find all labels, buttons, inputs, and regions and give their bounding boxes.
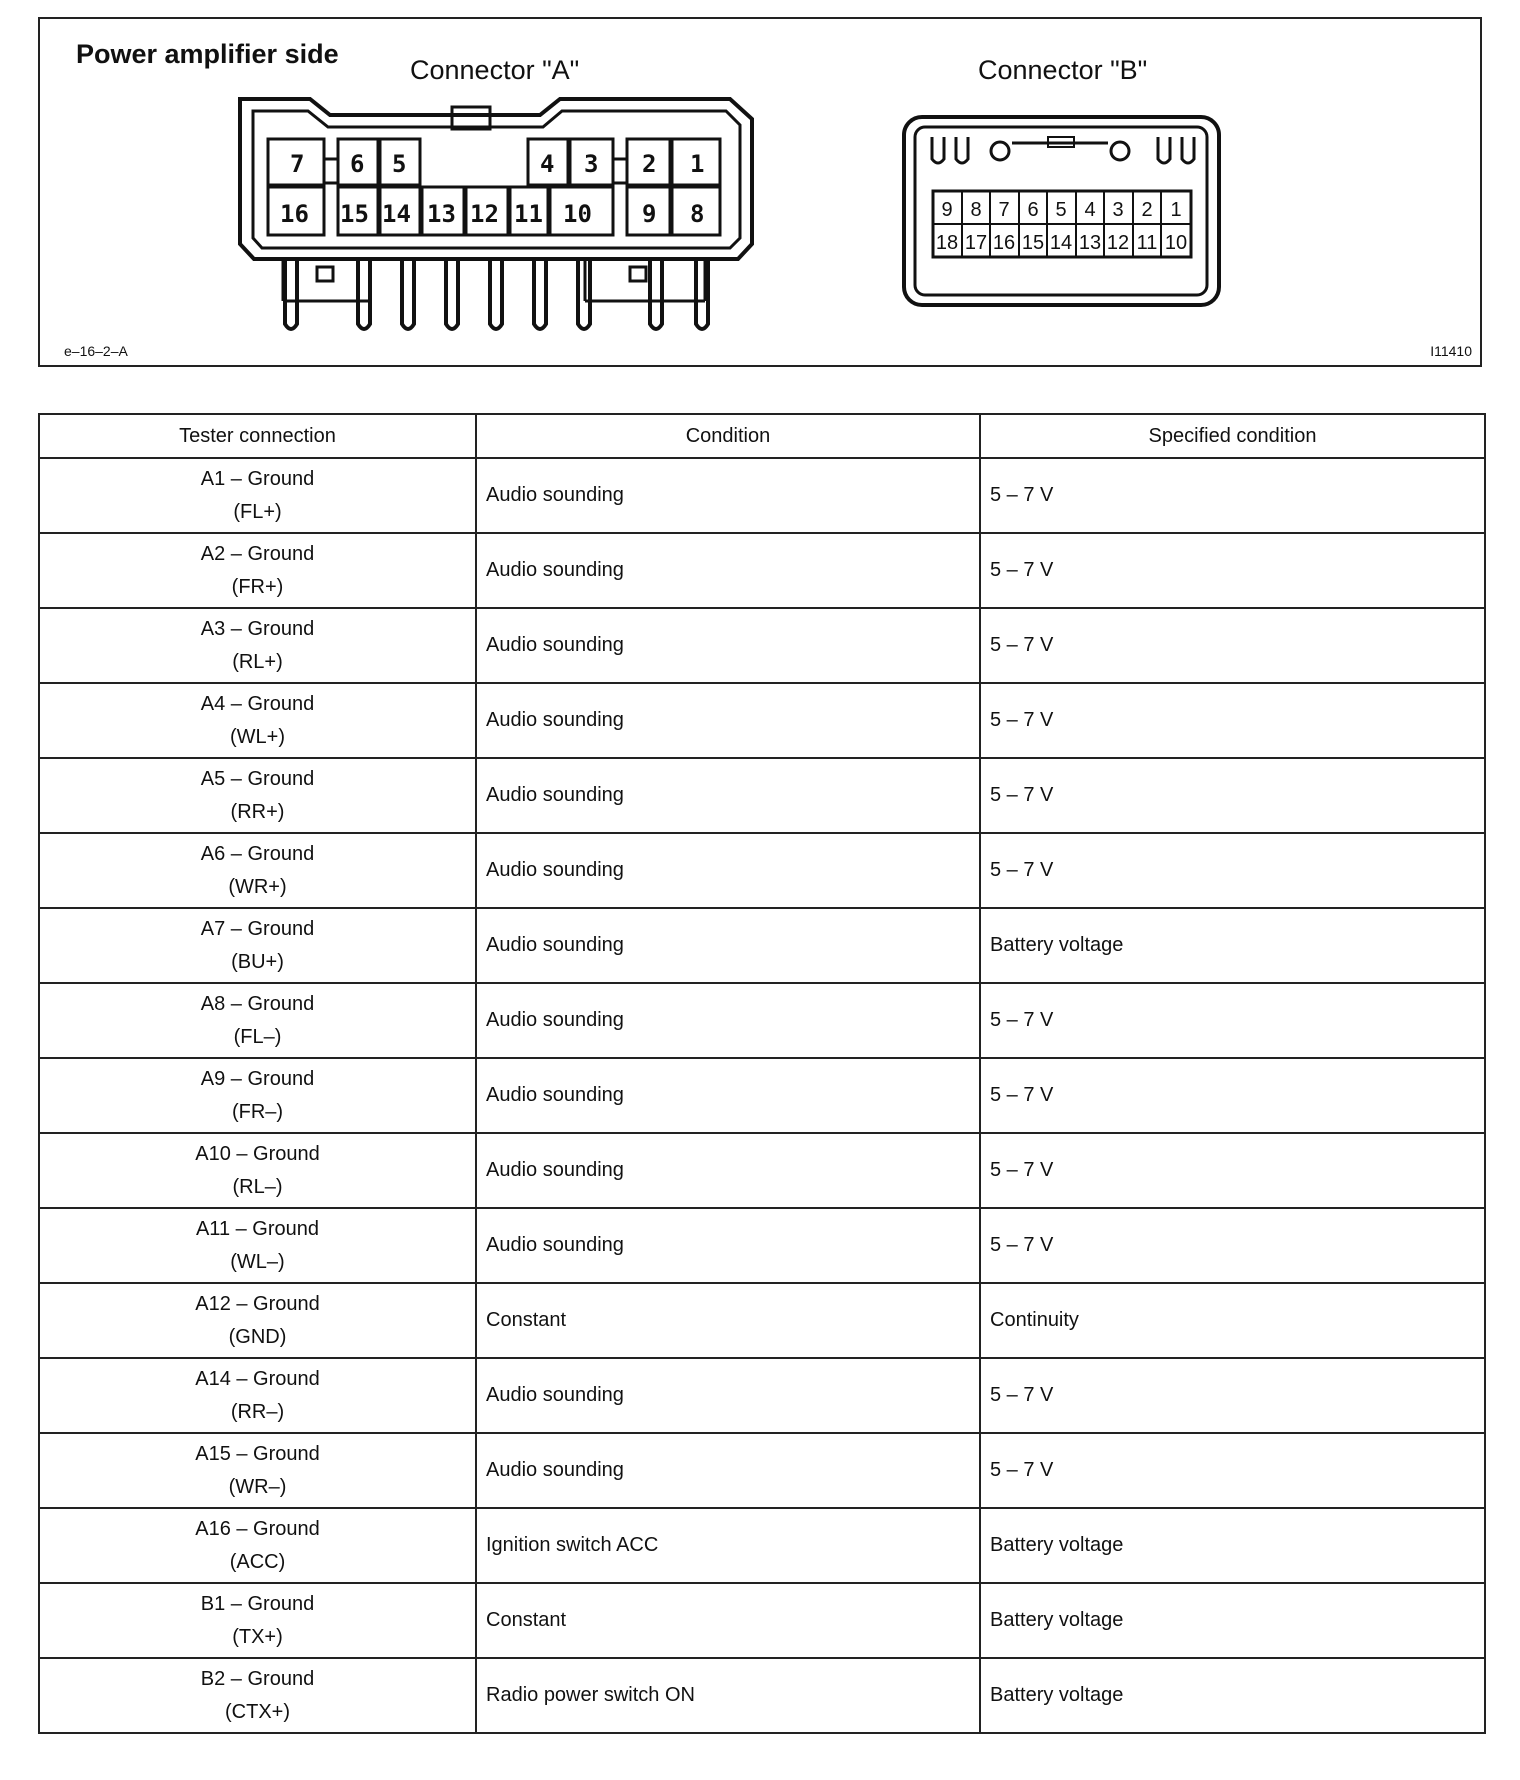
table-row (39, 1058, 1485, 1133)
pin-a10: 10 (563, 200, 592, 228)
pin-b5: 5 (1055, 199, 1067, 221)
signal-name-text: (RR+) (230, 800, 285, 823)
tester-connection-cell (39, 683, 476, 758)
condition-cell: Audio sounding (476, 1433, 980, 1508)
signal-name-text: (FR+) (231, 575, 284, 598)
specified-condition-cell: Battery voltage (980, 908, 1485, 983)
condition-cell: Audio sounding (476, 683, 980, 758)
tester-connection-cell (39, 758, 476, 833)
condition-cell: Ignition switch ACC (476, 1508, 980, 1583)
signal-name-text: (BU+) (231, 950, 284, 973)
table-body (39, 458, 1485, 1733)
condition-cell: Audio sounding (476, 758, 980, 833)
pin-b11: 11 (1136, 232, 1158, 254)
table-row (39, 1133, 1485, 1208)
connector-b-pin-numbers (936, 199, 1187, 254)
tester-connection-text: A4 – Ground (200, 692, 315, 715)
figure-title: Power amplifier side (76, 39, 339, 69)
pin-b15: 15 (1021, 232, 1045, 254)
table-row (39, 458, 1485, 533)
condition-cell: Constant (476, 1583, 980, 1658)
pin-a5: 5 (392, 150, 407, 178)
signal-name-text: (FL–) (233, 1025, 282, 1048)
pin-a12: 12 (470, 200, 499, 228)
tester-connection-text: A6 – Ground (200, 842, 315, 865)
figure-right-code: I11410 (1430, 343, 1472, 359)
tester-connection-cell (39, 1358, 476, 1433)
pin-a1: 1 (690, 150, 705, 178)
table-row (39, 833, 1485, 908)
specification-table (38, 413, 1486, 1734)
pin-b13: 13 (1078, 232, 1102, 254)
pin-b1: 1 (1170, 199, 1182, 221)
condition-cell: Audio sounding (476, 608, 980, 683)
tester-connection-cell (39, 533, 476, 608)
pin-a13: 13 (427, 200, 456, 228)
condition-cell: Radio power switch ON (476, 1658, 980, 1733)
tester-connection-cell (39, 983, 476, 1058)
pin-b6: 6 (1027, 199, 1039, 221)
tester-connection-cell (39, 1433, 476, 1508)
specified-condition-cell: 5 – 7 V (980, 458, 1485, 533)
pin-b2: 2 (1141, 199, 1153, 221)
condition-cell: Audio sounding (476, 983, 980, 1058)
table-row (39, 1208, 1485, 1283)
specified-condition-cell: 5 – 7 V (980, 533, 1485, 608)
tester-connection-text: A5 – Ground (200, 767, 315, 790)
specified-condition-cell: 5 – 7 V (980, 1133, 1485, 1208)
specified-condition-cell: 5 – 7 V (980, 683, 1485, 758)
header-condition: Condition (476, 414, 980, 458)
specified-condition-cell: 5 – 7 V (980, 1208, 1485, 1283)
tester-connection-cell (39, 1283, 476, 1358)
signal-name-text: (WR–) (228, 1475, 287, 1498)
tester-connection-text: A9 – Ground (200, 1067, 315, 1090)
signal-name-text: (ACC) (229, 1550, 286, 1573)
specified-condition-cell: Battery voltage (980, 1658, 1485, 1733)
signal-name-text: (FL+) (233, 500, 282, 523)
pin-b8: 8 (970, 199, 982, 221)
table-row (39, 1433, 1485, 1508)
pin-a2: 2 (642, 150, 657, 178)
pin-a14: 14 (382, 200, 411, 228)
signal-name-text: (RL+) (232, 650, 283, 673)
specified-condition-cell: 5 – 7 V (980, 1058, 1485, 1133)
connector-diagram (40, 19, 1484, 369)
table-row (39, 533, 1485, 608)
specified-condition-cell: Battery voltage (980, 1583, 1485, 1658)
pin-b16: 16 (992, 232, 1016, 254)
specified-condition-cell: 5 – 7 V (980, 1358, 1485, 1433)
tester-connection-text: A15 – Ground (195, 1442, 320, 1465)
specified-condition-cell: 5 – 7 V (980, 833, 1485, 908)
connector-a-label: Connector "A" (410, 55, 580, 85)
condition-cell: Constant (476, 1283, 980, 1358)
specified-condition-cell: 5 – 7 V (980, 983, 1485, 1058)
tester-connection-text: A1 – Ground (200, 467, 315, 490)
table-row (39, 1583, 1485, 1658)
pin-a11: 11 (514, 200, 543, 228)
table-row (39, 1358, 1485, 1433)
pin-b14: 14 (1049, 232, 1073, 254)
tester-connection-cell (39, 1058, 476, 1133)
tester-connection-text: B1 – Ground (200, 1592, 315, 1615)
pin-a8: 8 (690, 200, 705, 228)
figure-left-code: e–16–2–A (64, 343, 128, 359)
pin-b9: 9 (941, 199, 953, 221)
condition-cell: Audio sounding (476, 1133, 980, 1208)
condition-cell: Audio sounding (476, 458, 980, 533)
pin-b17: 17 (964, 232, 988, 254)
pin-a4: 4 (540, 150, 555, 178)
tester-connection-text: A11 – Ground (195, 1217, 320, 1240)
pin-a9: 9 (642, 200, 657, 228)
tester-connection-cell (39, 1583, 476, 1658)
signal-name-text: (WR+) (228, 875, 287, 898)
condition-cell: Audio sounding (476, 1208, 980, 1283)
tester-connection-text: A8 – Ground (200, 992, 315, 1015)
connector-b-label: Connector "B" (978, 55, 1148, 85)
tester-connection-text: A3 – Ground (200, 617, 315, 640)
pin-a7: 7 (290, 150, 305, 178)
table-row (39, 1658, 1485, 1733)
pin-a3: 3 (584, 150, 599, 178)
signal-name-text: (GND) (228, 1325, 287, 1348)
condition-cell: Audio sounding (476, 908, 980, 983)
signal-name-text: (RR–) (230, 1400, 285, 1423)
signal-name-text: (RL–) (232, 1175, 283, 1198)
signal-name-text: (WL+) (230, 725, 285, 748)
condition-cell: Audio sounding (476, 1058, 980, 1133)
pin-b3: 3 (1112, 199, 1124, 221)
header-specified-condition: Specified condition (980, 414, 1485, 458)
connector-a-pin-numbers (280, 150, 704, 228)
condition-cell: Audio sounding (476, 833, 980, 908)
tester-connection-cell (39, 458, 476, 533)
table-row (39, 983, 1485, 1058)
signal-name-text: (FR–) (231, 1100, 284, 1123)
tester-connection-text: A7 – Ground (200, 917, 315, 940)
condition-cell: Audio sounding (476, 533, 980, 608)
pin-a16: 16 (280, 200, 309, 228)
table-row (39, 683, 1485, 758)
table-header-row (39, 414, 1485, 458)
pin-b4: 4 (1084, 199, 1096, 221)
tester-connection-text: A10 – Ground (195, 1142, 320, 1165)
tester-connection-cell (39, 1208, 476, 1283)
connector-figure (38, 17, 1482, 367)
header-tester-connection: Tester connection (39, 414, 476, 458)
pin-a15: 15 (340, 200, 369, 228)
specified-condition-cell: Continuity (980, 1283, 1485, 1358)
tester-connection-text: A2 – Ground (200, 542, 315, 565)
tester-connection-text: A14 – Ground (195, 1367, 320, 1390)
specified-condition-cell: 5 – 7 V (980, 758, 1485, 833)
specified-condition-cell: 5 – 7 V (980, 608, 1485, 683)
tester-connection-cell (39, 908, 476, 983)
tester-connection-text: A16 – Ground (195, 1517, 320, 1540)
tester-connection-cell (39, 608, 476, 683)
tester-connection-cell (39, 1508, 476, 1583)
table-row (39, 1508, 1485, 1583)
tester-connection-cell (39, 1133, 476, 1208)
signal-name-text: (WL–) (230, 1250, 285, 1273)
pin-b7: 7 (998, 199, 1010, 221)
pin-b18: 18 (935, 232, 959, 254)
tester-connection-text: B2 – Ground (200, 1667, 315, 1690)
tester-connection-cell (39, 833, 476, 908)
pin-b10: 10 (1164, 232, 1188, 254)
signal-name-text: (TX+) (232, 1625, 283, 1648)
specified-condition-cell: Battery voltage (980, 1508, 1485, 1583)
condition-cell: Audio sounding (476, 1358, 980, 1433)
signal-name-text: (CTX+) (225, 1700, 290, 1723)
tester-connection-cell (39, 1658, 476, 1733)
table-row (39, 1283, 1485, 1358)
pin-b12: 12 (1106, 232, 1130, 254)
table-row (39, 608, 1485, 683)
tester-connection-text: A12 – Ground (195, 1292, 320, 1315)
specified-condition-cell: 5 – 7 V (980, 1433, 1485, 1508)
table-row (39, 758, 1485, 833)
table-row (39, 908, 1485, 983)
pin-a6: 6 (350, 150, 365, 178)
